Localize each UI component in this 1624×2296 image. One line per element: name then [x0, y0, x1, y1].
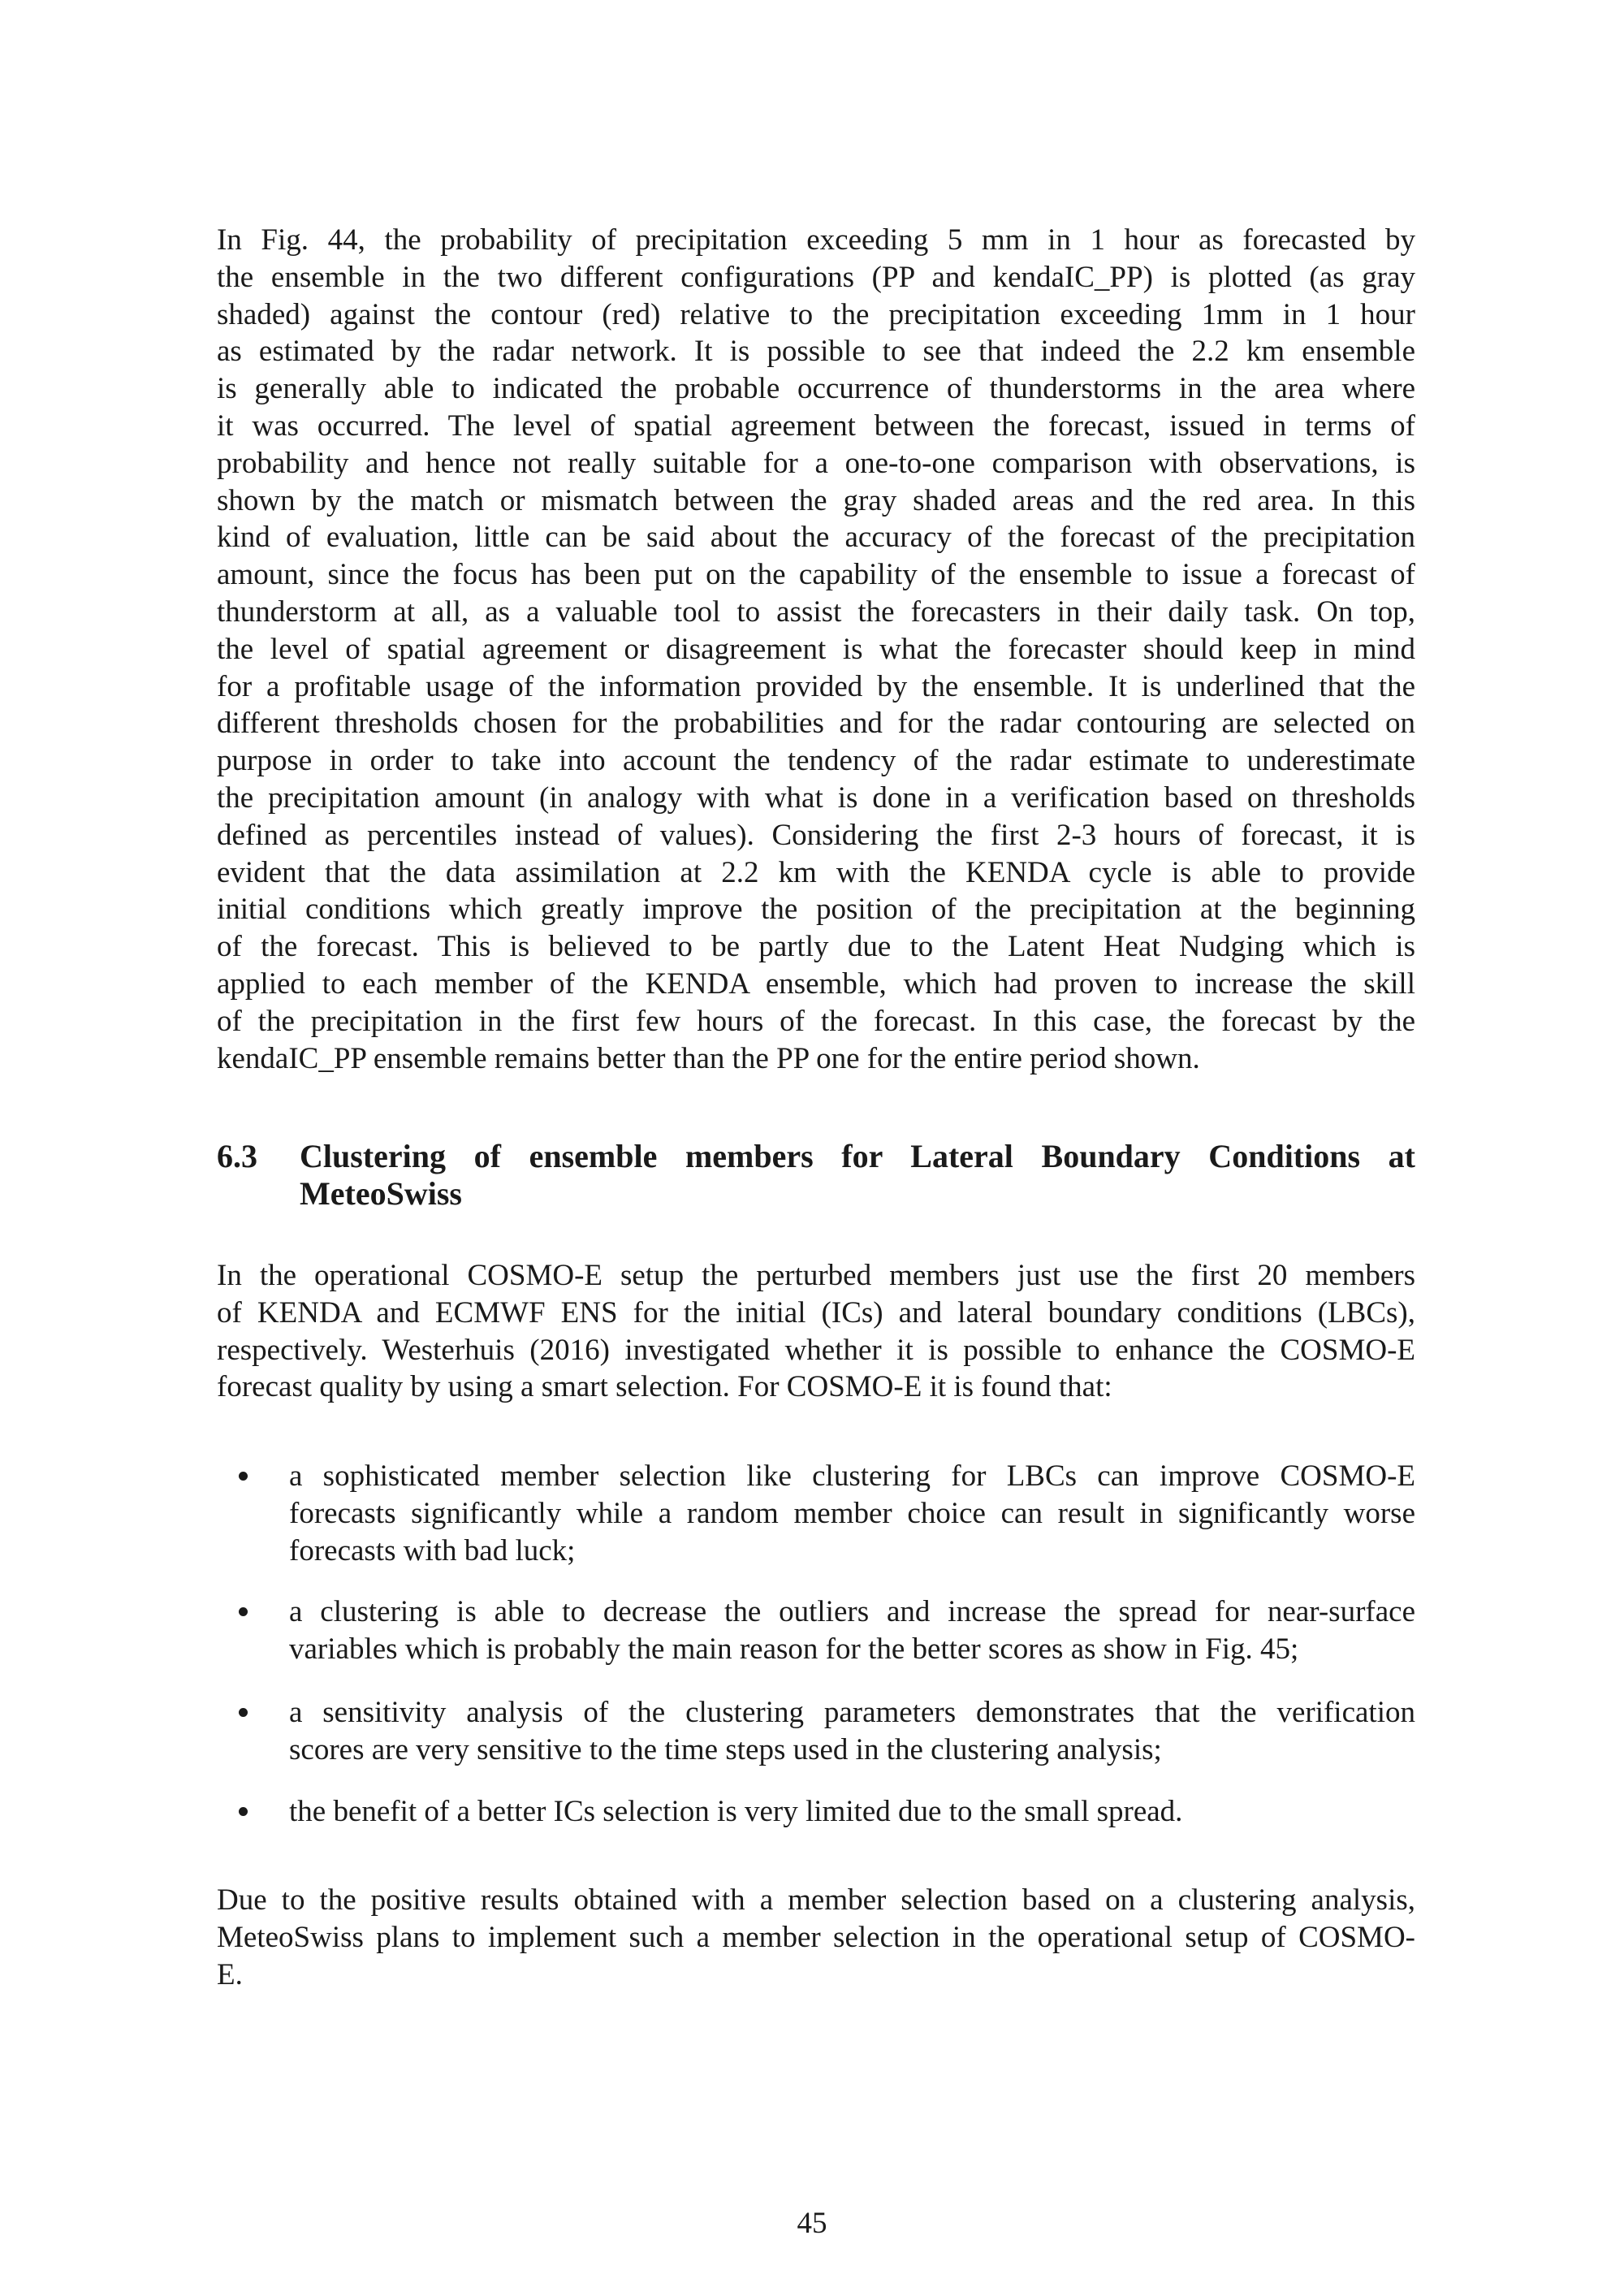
paragraph-thunderstorm-evaluation — [217, 222, 1415, 1077]
text-line: a clustering is able to decrease the outliers and increase the spread for near-surface — [289, 1595, 1415, 1628]
text-line: scores are very sensitive to the time steps used in the clustering analysis; — [289, 1732, 1162, 1766]
paragraph-cosmo-e-setup — [217, 1257, 1415, 1406]
text-line: Due to the positive results obtained with a member selection based on a clustering analysis, — [217, 1883, 1415, 1917]
text-line: a sophisticated member selection like clustering for LBCs can improve COSMO-E — [289, 1459, 1415, 1493]
text-line: MeteoSwiss plans to implement such a member selection in the operational setup of COSMO- — [217, 1920, 1415, 1954]
text-line: as estimated by the radar network. It is possible to see that indeed the 2.2 km ensemble — [217, 335, 1415, 369]
text-line: respectively. Westerhuis (2016) investigated whether it is possible to enhance the COSMO-E — [217, 1333, 1415, 1367]
text-line: variables which is probably the main reason for the better scores as show in Fig. 45; — [289, 1632, 1299, 1666]
text-line: it was occurred. The level of spatial agreement between the forecast, issued in terms of — [217, 409, 1415, 443]
text-line: shaded) against the contour (red) relative to the precipitation exceeding 1mm in 1 hour — [217, 297, 1415, 331]
text-line: the level of spatial agreement or disagreement is what the forecaster should keep in mind — [217, 632, 1415, 666]
bullet-icon — [239, 1807, 248, 1816]
bullet-icon — [239, 1607, 248, 1616]
text-line: In the operational COSMO-E setup the perturbed members just use the first 20 members — [217, 1259, 1415, 1292]
text-line: initial conditions which greatly improve the position of the precipitation at the beginning — [217, 893, 1415, 927]
text-line: amount, since the focus has been put on the capability of the ensemble to issue a forecast of — [217, 558, 1415, 592]
text-line: E. — [217, 1957, 243, 1991]
text-line: probability and hence not really suitable for a one-to-one comparison with observations, is — [217, 446, 1415, 480]
text-line: evident that the data assimilation at 2.2 km with the KENDA cycle is able to provide — [217, 855, 1415, 889]
bullet-icon — [239, 1472, 248, 1481]
text-line: kind of evaluation, little can be said about the accuracy of the forecast of the precipitation — [217, 521, 1415, 555]
text-line: forecasts significantly while a random member choice can result in significantly worse — [289, 1496, 1415, 1530]
text-line: of the precipitation in the first few hours of the forecast. In this case, the forecast by the — [217, 1004, 1415, 1038]
text-line: defined as percentiles instead of values). Considering the first 2-3 hours of forecast, it is — [217, 818, 1415, 852]
text-line: shown by the match or mismatch between the gray shaded areas and the red area. In this — [217, 483, 1415, 517]
text-line: for a profitable usage of the information provided by the ensemble. It is underlined that the — [217, 669, 1415, 703]
text-line: of KENDA and ECMWF ENS for the initial (ICs) and lateral boundary conditions (LBCs), — [217, 1295, 1415, 1330]
text-line: is generally able to indicated the probable occurrence of thunderstorms in the area where — [217, 372, 1415, 406]
text-line: applied to each member of the KENDA ensemble, which had proven to increase the skill — [217, 966, 1415, 1001]
paragraph-conclusion — [217, 1882, 1415, 1993]
text-line: kendaIC_PP ensemble remains better than the PP one for the entire period shown. — [217, 1041, 1200, 1075]
text-line: the benefit of a better ICs selection is very limited due to the small spread. — [289, 1795, 1183, 1828]
text-line: the ensemble in the two different configurations (PP and kendaIC_PP) is plotted (as gray — [217, 260, 1415, 294]
text-line: purpose in order to take into account the tendency of the radar estimate to underestimate — [217, 744, 1415, 778]
text-line: forecast quality by using a smart selection. For COSMO-E it is found that: — [217, 1370, 1112, 1404]
text-line: different thresholds chosen for the probabilities and for the radar contouring are selected on — [217, 707, 1415, 741]
text-line: of the forecast. This is believed to be partly due to the Latent Heat Nudging which is — [217, 930, 1415, 964]
bullet-icon — [239, 1708, 248, 1717]
text-line: thunderstorm at all, as a valuable tool to assist the forecasters in their daily task. On top, — [217, 595, 1415, 629]
text-line: the precipitation amount (in analogy with what is done in a verification based on thresholds — [217, 780, 1415, 815]
text-line: forecasts with bad luck; — [289, 1533, 576, 1567]
text-line: MeteoSwiss — [300, 1174, 462, 1212]
section-title — [300, 1137, 1415, 1212]
text-line: a sensitivity analysis of the clustering parameters demonstrates that the verification — [289, 1696, 1415, 1729]
section-number: 6.3 — [217, 1138, 257, 1174]
page-number: 45 — [797, 2207, 827, 2240]
text-line: Clustering of ensemble members for Lateral Boundary Conditions at — [300, 1138, 1415, 1174]
text-line: In Fig. 44, the probability of precipitation exceeding 5 mm in 1 hour as forecasted by — [217, 223, 1415, 257]
